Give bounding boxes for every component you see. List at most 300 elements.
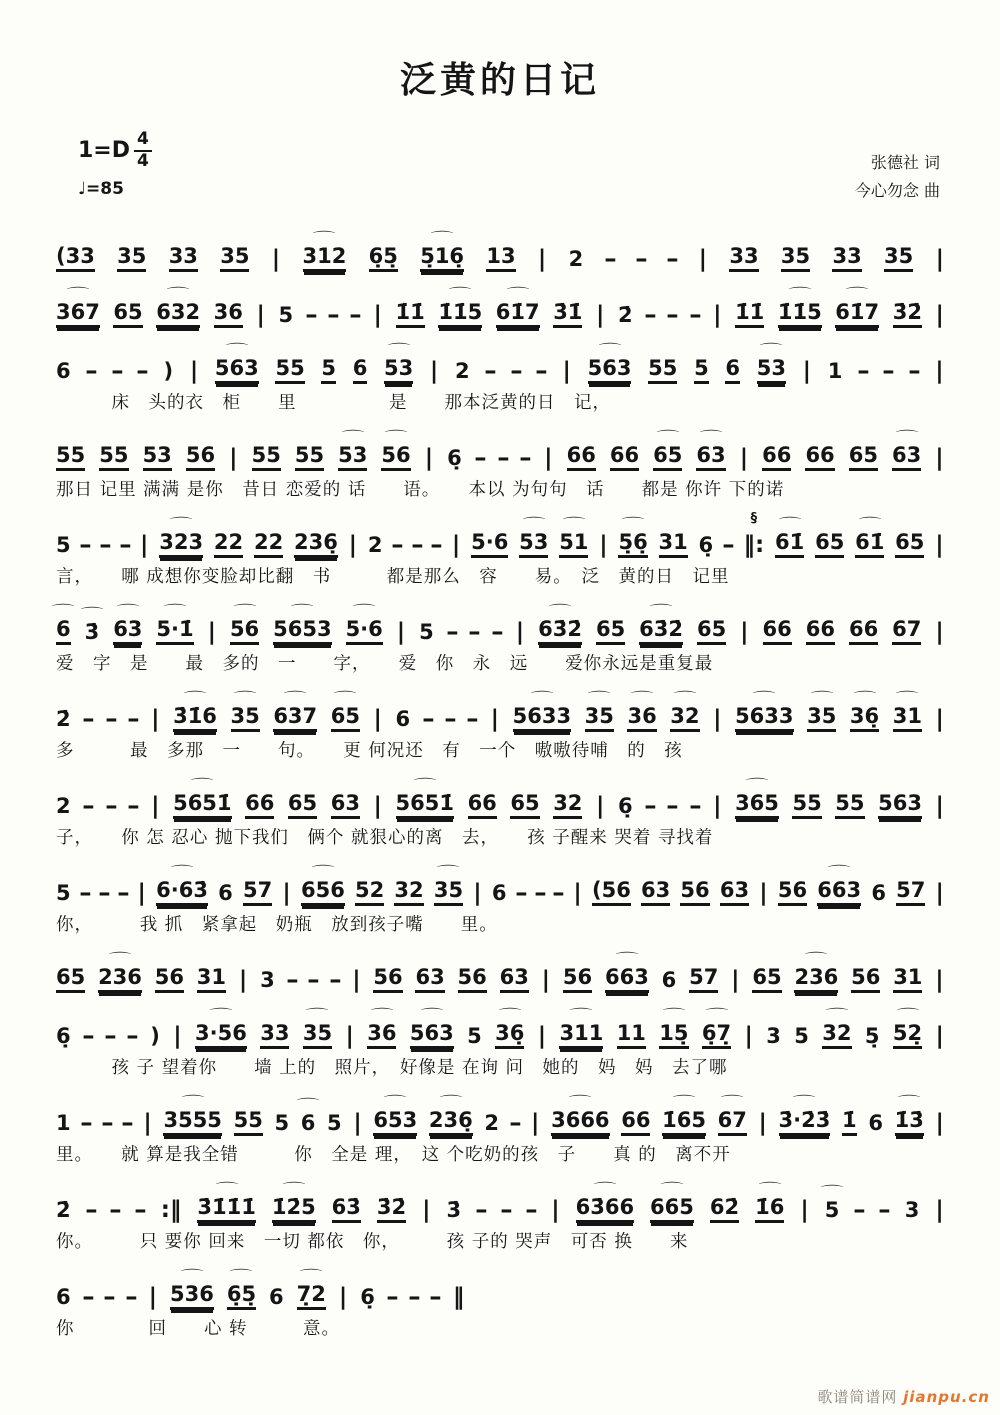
note-text: 6 <box>56 359 71 383</box>
note-group <box>495 286 540 328</box>
note-group <box>500 967 529 993</box>
note-text: 5 <box>274 1111 290 1135</box>
rest-dash <box>430 535 443 558</box>
note-text: 65 <box>696 617 727 641</box>
note-group <box>484 1113 499 1136</box>
note-group <box>756 342 786 384</box>
note-text: 66 <box>621 1108 651 1132</box>
note-group <box>650 1181 694 1223</box>
note-text: 6̣5̣ <box>368 244 398 268</box>
note-group <box>396 709 411 732</box>
systems <box>51 227 944 1341</box>
note-group <box>775 516 805 558</box>
note-group <box>273 603 332 645</box>
note-group <box>143 445 172 471</box>
slur-icon: ⌒ <box>758 1181 782 1195</box>
rest-dash <box>689 305 702 328</box>
note-group <box>653 429 683 471</box>
note-group <box>384 342 414 384</box>
note-text: | <box>373 793 382 819</box>
note-text: - <box>853 1198 867 1222</box>
note-text: 63̇ <box>331 1195 361 1219</box>
note-text: 35 <box>220 244 250 268</box>
slur-icon: ⌒ <box>341 429 365 443</box>
note-text: | <box>759 880 768 906</box>
slur-icon: ⌒ <box>233 603 256 617</box>
note-text: - <box>524 1198 538 1222</box>
rest-dash <box>349 305 362 328</box>
segno-icon: § <box>750 511 758 526</box>
note-text: 5 <box>56 881 71 905</box>
note-text: - <box>126 794 140 818</box>
rest-dash <box>644 796 657 819</box>
note-group <box>735 302 764 328</box>
slur-icon: ⌒ <box>283 690 307 704</box>
slur-icon: ⌒ <box>215 1181 239 1195</box>
note-group <box>849 690 880 732</box>
note-text: 6̣ <box>447 446 462 470</box>
rest-dash <box>116 883 129 906</box>
notes-row <box>56 1178 944 1223</box>
time-signature-numerator: 4 <box>134 131 152 152</box>
slur-icon: ⌒ <box>430 230 454 244</box>
note-text: 56 <box>777 878 808 902</box>
rest-dash <box>552 883 565 906</box>
note-text: - <box>110 359 124 383</box>
note-text: 65 <box>595 617 626 641</box>
note-group <box>419 622 434 645</box>
note-group <box>56 1026 71 1049</box>
note-text: 35 <box>807 704 837 728</box>
note-text: 2 <box>484 1111 499 1135</box>
note-text: - <box>534 359 549 383</box>
lyricist-credit: 张德社 词 <box>870 153 940 172</box>
note-group <box>170 1268 214 1310</box>
note-group <box>849 619 878 645</box>
rest-dash <box>100 1113 113 1136</box>
barline <box>731 969 739 993</box>
note-text: 311 <box>559 1021 604 1045</box>
note-text: - <box>499 1198 513 1222</box>
note-group <box>696 429 726 471</box>
note-text: 6 <box>661 968 677 992</box>
rest-dash <box>104 709 117 732</box>
barline <box>936 304 944 328</box>
note-text: 2 <box>56 794 71 818</box>
note-text: 35 <box>302 1021 333 1045</box>
note-group <box>878 793 922 819</box>
note-text: - <box>85 359 99 383</box>
note-group <box>197 967 226 993</box>
note-text: 5 <box>467 1024 482 1048</box>
note-text: 6̣ <box>56 1024 71 1048</box>
rest-dash <box>99 535 112 558</box>
note-text: 2̇ <box>617 303 633 327</box>
slur-icon: ⌒ <box>656 429 680 443</box>
note-text: 63̇66 <box>575 1195 635 1219</box>
note-text: 13 <box>486 244 516 268</box>
note-group <box>639 603 683 645</box>
rest-dash <box>82 709 95 732</box>
note-group <box>468 793 497 819</box>
note-text: - <box>120 1111 134 1135</box>
note-text: - <box>430 533 444 557</box>
note-group <box>415 967 444 993</box>
lyrics-row: 你 回 心 转 意。 <box>56 1319 341 1339</box>
tempo-marking: ♩=85 <box>78 179 124 199</box>
note-group <box>559 1007 604 1049</box>
note-group <box>894 1094 924 1136</box>
note-group <box>896 880 925 906</box>
barline <box>740 447 748 471</box>
rest-dash <box>125 1287 138 1310</box>
song-title: 泛黄的日记 <box>399 60 600 101</box>
rest-dash <box>666 796 679 819</box>
note-group <box>618 516 648 558</box>
note-text: | <box>740 619 749 645</box>
note-group <box>195 1007 247 1049</box>
note-text: | <box>353 1110 362 1136</box>
rest-dash <box>111 361 124 384</box>
note-text: 56 <box>229 617 260 641</box>
slur-icon: ⌒ <box>810 690 834 704</box>
barline <box>936 795 944 819</box>
note-text: 33 <box>832 244 862 268</box>
slur-icon: ⌒ <box>190 777 214 791</box>
note-text: | <box>515 619 525 645</box>
note-text: | <box>744 1023 753 1049</box>
note-text: - <box>429 1285 443 1309</box>
slur-icon: ⌒ <box>383 1094 407 1108</box>
note-text: (33 <box>56 244 95 268</box>
note-group <box>781 246 810 272</box>
note-text: :‖ <box>160 1197 182 1223</box>
note-text: 1 <box>827 359 843 383</box>
note-text: | <box>731 967 740 993</box>
note-group <box>278 305 293 328</box>
note-text: 35 <box>884 244 914 268</box>
slur-icon: ⌒ <box>437 864 460 878</box>
time-signature-denominator: 4 <box>137 150 149 171</box>
barline <box>935 360 943 384</box>
note-group <box>294 532 338 558</box>
note-text: | <box>713 302 722 328</box>
music-system <box>51 600 944 676</box>
note-group <box>330 690 360 732</box>
note-text: | <box>148 1284 158 1310</box>
notes-row <box>56 861 944 906</box>
note-text: - <box>126 707 140 731</box>
slur-icon: ⌒ <box>530 690 554 704</box>
note-text: 53 <box>338 443 368 467</box>
note-group <box>331 793 360 819</box>
note-group <box>56 445 85 471</box>
barline <box>425 447 433 471</box>
music-system <box>56 426 944 502</box>
rest-dash <box>496 448 509 471</box>
barline <box>397 621 405 645</box>
note-text: - <box>103 1024 117 1048</box>
rest-dash <box>634 249 647 272</box>
note-text: 1̇3̇ <box>894 1108 924 1132</box>
note-text: 61̇ <box>855 530 885 554</box>
note-group <box>701 1007 732 1049</box>
note-text: 31 <box>196 965 227 989</box>
note-text: | <box>207 619 216 645</box>
rest-dash <box>603 249 616 272</box>
notes-row <box>51 600 944 645</box>
lyrics-row: 子， 你 怎 忍心 抛下我们 俩个 就狠心的离 去， 孩 子醒来 哭着 寻找着 <box>56 828 714 848</box>
lyrics-row: 里。 就 算是我全错 你 全是 理， 这 个吃奶的孩 子 真 的 离不开 <box>56 1145 731 1165</box>
note-text: 63̇2̇ <box>538 617 582 641</box>
rest-dash <box>104 796 117 819</box>
note-text: | <box>396 619 406 645</box>
slur-icon: ⌒ <box>804 951 828 965</box>
slur-icon: ⌒ <box>311 864 335 878</box>
note-text: | <box>256 302 265 328</box>
note-text: 1̇1̇5 <box>438 300 483 324</box>
note-text: - <box>473 446 487 470</box>
slur-icon: ⌒ <box>793 1094 816 1108</box>
note-group <box>159 516 204 558</box>
note-text: 55 <box>648 356 678 380</box>
note-group <box>338 429 368 471</box>
slur-icon: ⌒ <box>896 1007 919 1021</box>
note-group <box>794 1026 809 1049</box>
note-text: | <box>348 532 358 558</box>
note-text: | <box>935 967 944 993</box>
note-text: - <box>665 247 679 271</box>
barline <box>542 969 550 993</box>
note-group <box>438 286 483 328</box>
note-text: 5·6 <box>345 617 383 641</box>
note-text: 32 <box>394 878 424 902</box>
barline <box>374 708 382 732</box>
note-text: | <box>713 706 722 732</box>
note-group <box>717 1094 747 1136</box>
slur-icon: ⌒ <box>225 342 249 356</box>
note-text: | <box>282 880 291 906</box>
note-text: | <box>422 1197 431 1223</box>
note-text: - <box>135 359 150 383</box>
note-group <box>169 246 198 272</box>
rest-dash <box>103 1287 116 1310</box>
note-group <box>373 967 402 993</box>
barline <box>339 1286 347 1310</box>
music-system <box>56 948 944 993</box>
note-group <box>260 1023 289 1049</box>
note-text: 3 <box>260 968 275 992</box>
note-text: 35 <box>433 878 464 902</box>
note-text: 66 <box>245 791 275 815</box>
note-group <box>243 880 272 906</box>
note-text: 63 <box>641 878 671 902</box>
rest-dash <box>878 1200 891 1223</box>
lyrics-row: 孩 子 望着你 墙 上的 照片， 好像是 在询 问 她的 妈 妈 去了哪 <box>56 1058 728 1078</box>
slur-icon: ⌒ <box>827 864 851 878</box>
note-group <box>807 690 837 732</box>
note-group <box>173 777 232 819</box>
note-group <box>269 1287 284 1310</box>
note-text: 66 <box>762 443 792 467</box>
note-group <box>295 445 324 471</box>
rest-dash <box>79 535 92 558</box>
note-group <box>252 445 281 471</box>
note-text: 5651̇ <box>173 791 232 815</box>
rest-dash <box>407 1287 420 1310</box>
note-text: | <box>596 302 605 328</box>
barline <box>374 304 382 328</box>
barline <box>239 969 247 993</box>
note-text: 3555 <box>163 1108 222 1132</box>
barline <box>935 447 943 471</box>
composer-credit: 今心勿念 曲 <box>854 181 940 200</box>
note-text: | <box>562 358 571 384</box>
note-text: | <box>541 967 551 993</box>
slur-icon: ⌒ <box>699 429 723 443</box>
rest-dash <box>484 361 497 384</box>
note-text: 56 <box>680 878 710 902</box>
note-text: 31 <box>892 704 922 728</box>
note-group <box>794 951 839 993</box>
rest-dash <box>307 970 320 993</box>
note-text: | <box>189 358 199 384</box>
note-text: | <box>531 1110 540 1136</box>
slur-icon: ⌒ <box>51 603 75 617</box>
note-text: 5 <box>327 1111 342 1135</box>
note-group <box>492 883 507 906</box>
note-text: - <box>98 533 112 557</box>
note-text: 323 <box>159 530 204 554</box>
slur-icon: ⌒ <box>299 1268 323 1282</box>
note-text: | <box>151 706 160 732</box>
note-text: 3̇·2̇3̇ <box>778 1108 831 1132</box>
barline <box>935 1112 943 1136</box>
rest-dash <box>98 883 111 906</box>
barline <box>531 1112 539 1136</box>
note-group <box>447 1200 462 1223</box>
note-text: | <box>713 793 722 819</box>
barline <box>936 708 944 732</box>
rest-dash <box>689 796 702 819</box>
slur-icon: ⌒ <box>282 1181 306 1195</box>
barline <box>745 1025 753 1049</box>
note-text: 57 <box>896 878 926 902</box>
note-text: - <box>519 446 533 470</box>
note-text: | <box>596 793 605 819</box>
note-group <box>842 1110 857 1136</box>
note-group <box>321 358 336 384</box>
note-text: 663 <box>817 878 862 902</box>
barline <box>352 969 360 993</box>
note-text: 65 <box>113 300 143 324</box>
rest-dash <box>118 535 131 558</box>
note-text: | <box>551 1197 560 1223</box>
note-group <box>218 883 233 906</box>
note-text: 33 <box>729 244 759 268</box>
rest-dash <box>514 883 527 906</box>
note-text: | <box>935 1110 944 1136</box>
note-group <box>835 793 864 819</box>
note-group <box>381 429 411 471</box>
note-text: | <box>935 793 944 819</box>
note-group <box>766 1026 781 1049</box>
note-text: 312 <box>302 244 347 268</box>
note-group <box>234 1110 263 1136</box>
slur-icon: ⌒ <box>858 516 882 530</box>
note-text: 2̇ <box>56 1198 71 1222</box>
note-group <box>455 361 470 384</box>
note-text: | <box>373 302 382 328</box>
note-text: 1̇1̇ <box>735 300 765 324</box>
note-text: 31 <box>658 530 688 554</box>
note-text: | <box>537 1023 547 1049</box>
slur-icon: ⌒ <box>853 690 876 704</box>
note-text: - <box>328 968 342 992</box>
notes-row <box>56 1004 944 1049</box>
note-text: 6 <box>871 881 886 905</box>
barline <box>208 621 216 645</box>
note-group <box>670 690 700 732</box>
rest-dash <box>475 1200 488 1223</box>
notes-row <box>56 339 944 384</box>
barline <box>190 360 198 384</box>
slur-icon: ⌒ <box>448 286 472 300</box>
note-text: - <box>466 707 480 731</box>
note-group <box>360 1287 375 1310</box>
rest-dash <box>127 796 140 819</box>
slur-icon: ⌒ <box>662 1007 686 1021</box>
note-group <box>56 709 71 732</box>
note-group <box>396 302 425 328</box>
slur-icon: ⌒ <box>306 1007 329 1021</box>
credits <box>855 149 940 205</box>
note-text: - <box>644 794 658 818</box>
rest-dash <box>474 448 487 471</box>
barline <box>349 534 357 558</box>
rest-dash <box>82 1026 95 1049</box>
barline <box>563 360 571 384</box>
lyrics-row: 床 头的衣 柜 里 是 那本泛黄的日 记， <box>56 393 611 413</box>
note-text: 53 <box>756 356 786 380</box>
note-text: | <box>935 1023 944 1049</box>
note-text: 52 <box>355 878 385 902</box>
note-text: 53 <box>142 443 172 467</box>
slur-icon: ⌒ <box>672 1094 696 1108</box>
barline <box>596 795 604 819</box>
note-group <box>332 1197 361 1223</box>
barline <box>573 882 581 906</box>
note-text: 55 <box>99 443 129 467</box>
note-group <box>871 883 886 906</box>
lyrics-row: 爱 字 是 最 多的 一 字， 爱 你 永 远 爱你永远是重复最 <box>56 654 714 674</box>
note-group <box>164 361 174 384</box>
note-group <box>855 516 885 558</box>
rest-dash <box>79 883 92 906</box>
note-text: 55 <box>251 443 281 467</box>
note-text: - <box>80 1111 94 1135</box>
note-text: 55 <box>792 791 822 815</box>
note-text: 536 <box>170 1282 214 1306</box>
note-text: - <box>306 968 320 992</box>
note-group <box>510 793 539 819</box>
note-text: 36̣ <box>849 704 880 728</box>
note-text: 1̇6 <box>755 1195 785 1219</box>
note-group <box>817 864 862 906</box>
lyrics-row: 你。 只 要你 回来 一切 都依 你， 孩 子的 哭声 可否 换 来 <box>56 1232 689 1252</box>
note-text: 63 <box>113 617 143 641</box>
note-text: 5 <box>419 620 434 644</box>
